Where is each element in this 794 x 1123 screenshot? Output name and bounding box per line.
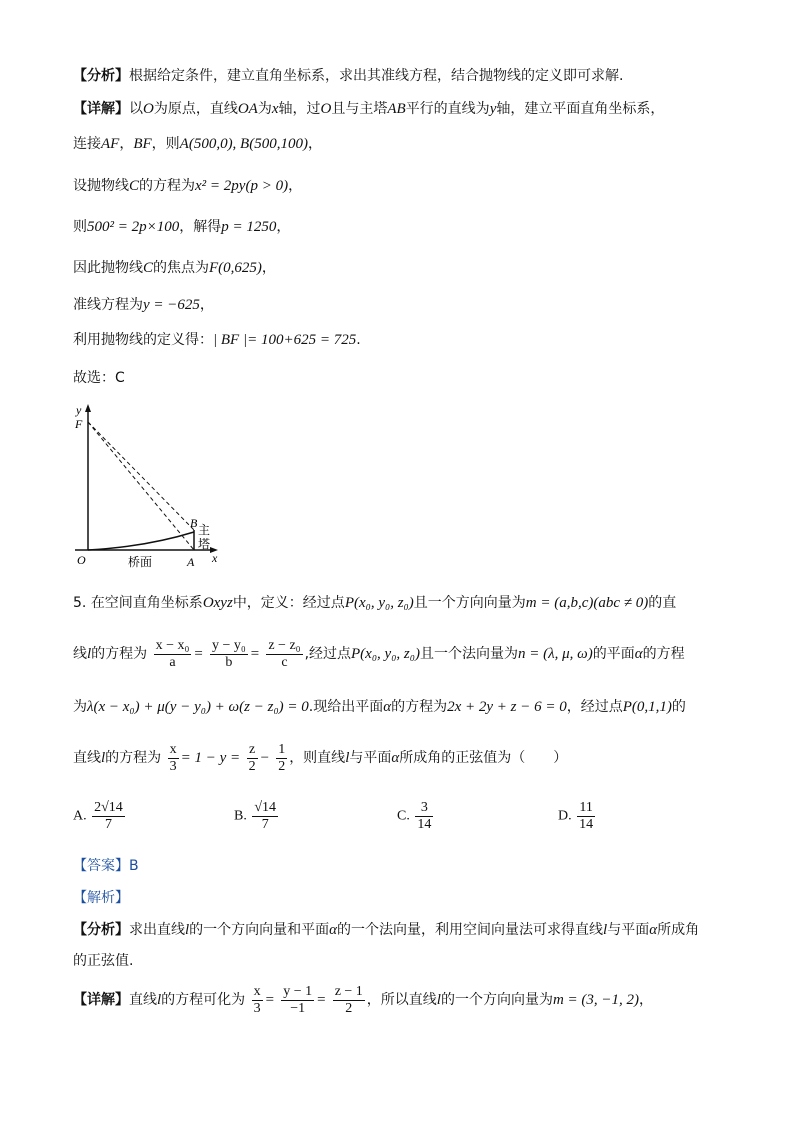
denominator: 14 (579, 817, 594, 832)
q5-line-1 (73, 593, 676, 613)
math: l (87, 646, 92, 662)
option-c[interactable] (397, 800, 435, 833)
math: − (259, 750, 270, 766)
denominator: 2 (345, 1000, 353, 1016)
question-number: 5. (73, 595, 87, 611)
detail-label: 【详解】 (73, 992, 129, 1008)
denominator: 3 (169, 758, 177, 774)
text: ，解得 (179, 219, 222, 235)
math: α (383, 699, 392, 715)
detail-label: 【详解】 (73, 101, 129, 117)
math: α (329, 922, 338, 938)
text: 以 (129, 101, 143, 117)
math: O (320, 101, 332, 117)
math: BF (133, 136, 152, 152)
text: ， (639, 992, 654, 1008)
numerator: 1 (278, 741, 286, 757)
numerator: 2√14 (94, 800, 123, 815)
math: C (129, 178, 140, 194)
option-c-fraction (415, 800, 433, 833)
text: 的平面 (592, 646, 635, 662)
math: y = −625 (143, 297, 200, 313)
dashed-line-fb (88, 422, 194, 530)
math: | BF |= 100+625 = 725 (213, 332, 357, 348)
text: ， (307, 136, 322, 152)
tower-label-2: 塔 (198, 537, 211, 551)
text: 且一个方向向量为 (413, 595, 526, 611)
analysis-text: 根据给定条件，建立直角坐标系，求出其准线方程，结合抛物线的定义即可求解. (129, 68, 624, 84)
denominator: 2 (248, 758, 256, 774)
denominator: 14 (417, 817, 432, 832)
text: 所成角 (657, 922, 700, 938)
math: F(0,625) (209, 260, 262, 276)
detail-line-7 (73, 330, 361, 350)
math: Oxyz (202, 595, 233, 611)
detail-line-3 (73, 176, 302, 196)
option-a-fraction (92, 800, 125, 833)
option-b-fraction (252, 800, 278, 833)
math: = (264, 992, 275, 1008)
fraction (210, 638, 248, 671)
text: 为 (73, 699, 87, 715)
text: ， (199, 297, 214, 313)
text: 平行的直线为 (405, 101, 490, 117)
math: n = (λ, μ, ω) (517, 646, 593, 662)
text: 为原点，直线 (153, 101, 238, 117)
q5-line-4 (73, 740, 567, 776)
text: 且一个法向量为 (419, 646, 518, 662)
denominator: c (281, 654, 288, 670)
numerator: z − z₀ (268, 637, 301, 653)
text: . (356, 332, 361, 348)
option-b-label: B. (234, 808, 247, 824)
detail-line-4 (73, 217, 290, 237)
numerator: x (253, 983, 261, 999)
option-d[interactable] (558, 800, 597, 833)
point-b-label: B (190, 516, 198, 530)
text: 的方程为 (139, 178, 196, 194)
text: 中，定义：经过点 (232, 595, 345, 611)
text: ，所以直线 (366, 992, 437, 1008)
answer-line: 【答案】B (73, 858, 139, 874)
point-o-label: O (77, 553, 86, 567)
denominator: 7 (104, 817, 112, 832)
numerator: x (169, 741, 177, 757)
denominator: 7 (261, 817, 269, 832)
text: 直线 (129, 992, 157, 1008)
text: 利用抛物线的定义得： (73, 332, 213, 348)
text: ， (119, 136, 134, 152)
math: = 1 − y = (180, 750, 241, 766)
analysis-label: 【分析】 (73, 922, 129, 938)
text: 轴，过 (278, 101, 321, 117)
text: 的方程为 (91, 646, 148, 662)
text: 线 (73, 646, 87, 662)
math: AB (387, 101, 406, 117)
denominator: 2 (278, 758, 286, 774)
fraction (154, 638, 192, 671)
text: 且与主塔 (331, 101, 388, 117)
text: 与平面 (607, 922, 650, 938)
q5-line-2 (73, 636, 685, 672)
detail-line-6 (73, 295, 214, 315)
point-a-label: A (187, 555, 195, 569)
text: ， (288, 178, 303, 194)
explain-label: 【解析】 (73, 890, 129, 906)
text: 的一个方向向量和平面 (189, 922, 330, 938)
text: 的 (671, 699, 686, 715)
detail-line-5 (73, 258, 276, 278)
dashed-line-fa (88, 422, 194, 550)
text: 的一个法向量，利用空间向量法可求得直线 (337, 922, 604, 938)
math: = (249, 646, 260, 662)
math: 2x + 2y + z − 6 = 0 (447, 699, 567, 715)
math: OA (237, 101, 258, 117)
text: 准线方程为 (73, 297, 143, 313)
detail-line-1 (73, 99, 664, 119)
numerator: y − 1 (283, 983, 313, 999)
text: ，经过点 (566, 699, 623, 715)
math: y (489, 101, 497, 117)
parabola-curve (88, 532, 194, 550)
denominator: b (225, 654, 233, 670)
text: ， (276, 219, 291, 235)
denominator: a (169, 654, 176, 670)
text: ,经过点 (304, 646, 352, 662)
q5-analysis-line-1 (73, 920, 699, 940)
option-d-fraction (577, 800, 595, 833)
denominator: −1 (290, 1000, 306, 1016)
fraction (247, 742, 258, 775)
text: 直线 (73, 750, 101, 766)
math: O (143, 101, 154, 117)
deck-label: 桥面 (128, 555, 153, 569)
math: α (391, 750, 400, 766)
fraction (168, 742, 179, 775)
text: 求出直线 (129, 922, 185, 938)
text: 的直 (648, 595, 677, 611)
choice-line: 故选：C (73, 370, 125, 386)
numerator: 3 (415, 800, 433, 817)
y-axis-arrow (85, 404, 91, 412)
analysis-line (73, 66, 623, 86)
option-b[interactable] (234, 800, 280, 833)
math: P(0,1,1) (622, 699, 672, 715)
fraction (333, 984, 365, 1017)
bridge-parabola-figure (70, 400, 230, 575)
math: 500² = 2p×100 (87, 219, 180, 235)
denominator: 3 (253, 1000, 261, 1016)
math: l (345, 750, 350, 766)
math: A(500,0), B(500,100) (179, 136, 308, 152)
text: 为 (257, 101, 272, 117)
text: 的方程 (642, 646, 685, 662)
text: 的方程为 (391, 699, 448, 715)
math: l (436, 992, 441, 1008)
fraction (276, 742, 287, 775)
option-a-label: A. (73, 808, 87, 824)
numerator: x − x₀ (155, 637, 190, 653)
text: 的方程为 (105, 750, 162, 766)
fraction (266, 638, 302, 671)
numerator: 11 (577, 800, 595, 817)
math: p = 1250 (221, 219, 277, 235)
q5-detail-line (73, 982, 653, 1018)
y-axis-label: y (76, 403, 82, 417)
math: α (649, 922, 658, 938)
text: 所成角的正弦值为（ ） (399, 750, 568, 766)
text: 的焦点为 (153, 260, 210, 276)
text: ， (261, 260, 276, 276)
math: = (316, 992, 327, 1008)
math: m = (3, −1, 2) (552, 992, 640, 1008)
option-a[interactable] (73, 800, 127, 833)
math: = (193, 646, 204, 662)
numerator: y − y₀ (211, 637, 246, 653)
text: 在空间直角坐标系 (90, 595, 203, 611)
fraction (281, 984, 314, 1017)
math: l (157, 992, 162, 1008)
math: l (101, 750, 106, 766)
tower-label-1: 主 (198, 523, 211, 537)
detail-line-2 (73, 134, 322, 154)
math: x (271, 101, 279, 117)
text: 设抛物线 (73, 178, 129, 194)
numerator: z − 1 (334, 983, 363, 999)
text: 的方程可化为 (161, 992, 246, 1008)
math: x² = 2py(p > 0) (195, 178, 289, 194)
math: λ(x − x₀) + μ(y − y₀) + ω(z − z₀) = 0 (87, 699, 309, 715)
text: 连接 (73, 136, 101, 152)
text: 轴，建立平面直角坐标系， (496, 101, 665, 117)
text: ，则 (151, 136, 180, 152)
analysis-label: 【分析】 (73, 68, 129, 84)
x-axis-label: x (212, 551, 218, 565)
text: .现给出平面 (308, 699, 384, 715)
text: 与平面 (349, 750, 392, 766)
math: l (603, 922, 608, 938)
math: C (143, 260, 154, 276)
q5-line-3 (73, 697, 686, 717)
fraction (252, 984, 263, 1017)
math: l (185, 922, 190, 938)
text: 则 (73, 219, 87, 235)
option-d-label: D. (558, 808, 572, 824)
text: ，则直线 (289, 750, 346, 766)
math: m = (a,b,c)(abc ≠ 0) (525, 595, 649, 611)
math: P(x₀, y₀, z₀) (344, 595, 414, 611)
numerator: z (247, 742, 258, 759)
point-f-label: F (75, 417, 83, 431)
text: 因此抛物线 (73, 260, 143, 276)
math: α (634, 646, 643, 662)
q5-analysis-line-2: 的正弦值. (73, 953, 134, 969)
numerator: √14 (254, 800, 277, 815)
math: AF (101, 136, 120, 152)
math: P(x₀, y₀, z₀) (351, 646, 420, 662)
text: 的一个方向向量为 (440, 992, 553, 1008)
option-c-label: C. (397, 808, 410, 824)
